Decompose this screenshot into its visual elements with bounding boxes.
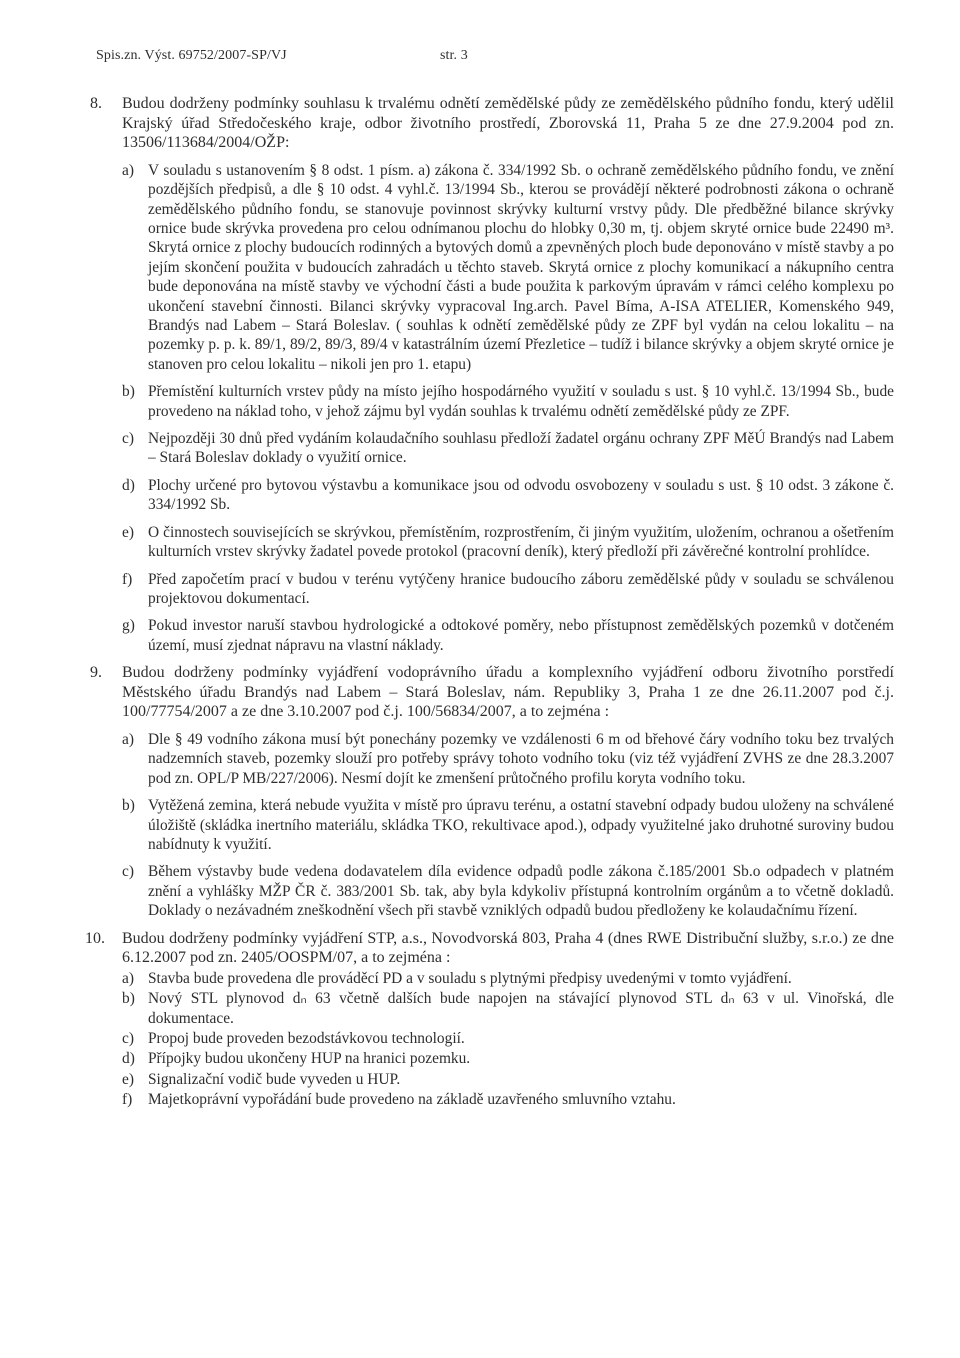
subitem-label: a) bbox=[122, 161, 134, 179]
subitem-e bbox=[122, 1070, 894, 1089]
subitem-a bbox=[122, 969, 894, 988]
subitem-a bbox=[122, 161, 894, 374]
subitem-c bbox=[122, 862, 894, 920]
subitem-d bbox=[122, 476, 894, 515]
document-body bbox=[0, 94, 960, 1110]
item-number: 9. bbox=[90, 664, 102, 682]
subitem-label: d) bbox=[122, 476, 135, 494]
subitem-a bbox=[122, 730, 894, 788]
subitem-f bbox=[122, 570, 894, 609]
page-number: str. 3 bbox=[440, 48, 468, 63]
item-intro: Budou dodrženy podmínky vyjádření STP, a.s., Novodvorská 803, Praha 4 (dnes RWE Distribuční služby, s.r.o.) ze dne 6.12.2007 pod zn. 2405/OOSPM/07, a to zejména : bbox=[122, 929, 894, 967]
subitem-label: c) bbox=[122, 1029, 134, 1047]
subitem-text: Během výstavby bude vedena dodavatelem díla evidence odpadů podle zákona č.185/2001 Sb.o odpadech v platném znění a vyhlášky MŽP ČR č. 383/2001 Sb. tak, aby byla kdykoliv přístupná kontrolním orgánům a to včetně dokladů. Doklady o nezávadném zneškodnění všech při stavbě vzniklých odpadů budou předloženy ke kolaudačnímu řízení. bbox=[148, 863, 894, 920]
subitem-text: Nový STL plynovod dₙ 63 včetně dalších bude napojen na stávající plynovod STL dₙ 63 v ul. Vinořská, dle dokumentace. bbox=[148, 990, 894, 1027]
subitem-c bbox=[122, 429, 894, 468]
condition-item-10 bbox=[85, 929, 894, 1110]
subitem-text: O činnostech souvisejících se skrývkou, přemístěním, rozprostřením, či jiným využitím, uložením, ochranou a ošetřením kulturních vrstev skrývky žadatel povede protokol (pracovní deník), který předloží při závěrečné kontrolní prohlídce. bbox=[148, 523, 894, 561]
subitem-label: d) bbox=[122, 1050, 135, 1068]
subitem-label: e) bbox=[122, 523, 134, 541]
subitem-d bbox=[122, 1049, 894, 1068]
item-intro: Budou dodrženy podmínky vyjádření vodoprávního úřadu a komplexního vyjádření odboru životního porstředí Městského úřadu Brandýs nad Labem – Stará Boleslav, nám. Republiky 3, Praha 1 ze dne 26.11.2007 pod č.j. 100/77754/2007 a ze dne 3.10.2007 pod č.j. 100/56834/2007, a to zejména : bbox=[122, 664, 894, 721]
subitem-label: b) bbox=[122, 990, 135, 1008]
subitem-text: Propoj bude proveden bezodstávkovou technologií. bbox=[148, 1029, 465, 1047]
subitem-text: Přípojky budou ukončeny HUP na hranici pozemku. bbox=[148, 1050, 471, 1068]
condition-item-8 bbox=[90, 94, 894, 655]
subitem-text: Signalizační vodič bude vyveden u HUP. bbox=[148, 1070, 401, 1088]
subitem-text: Stavba bude provedena dle prováděcí PD a v souladu s plytnými předpisy uvedenými v tomto vyjádření. bbox=[148, 969, 792, 987]
subitem-text: Majetkoprávní vypořádání bude provedeno na základě uzavřeného smluvního vztahu. bbox=[148, 1091, 676, 1109]
item-number: 10. bbox=[85, 929, 105, 947]
subitem-label: g) bbox=[122, 617, 135, 635]
subitem-b bbox=[122, 382, 894, 421]
subitem-label: a) bbox=[122, 730, 134, 748]
file-reference: Spis.zn. Výst. 69752/2007-SP/VJ bbox=[96, 48, 287, 63]
subitem-text: Plochy určené pro bytovou výstavbu a komunikace jsou od odvodu osvobozeny v souladu s ust. § 10 odst. 3 zákone č. 334/1992 Sb. bbox=[148, 476, 894, 514]
item-intro: Budou dodrženy podmínky souhlasu k trvalému odnětí zemědělské půdy ze zemědělského půdního fondu, který udělil Krajský úřad Středočeského kraje, odbor životního prostředí, Zborovská 11, Praha 5 ze dne 27.9.2004 pod zn. 13506/113684/2004/OŽP: bbox=[122, 95, 894, 152]
subitem-text: Před započetím prací v budou v terénu vytýčeny hranice budoucího záboru zemědělské půdy v souladu se schválenou projektovou dokumentací. bbox=[148, 570, 894, 607]
subitem-g bbox=[122, 616, 894, 655]
subitem-text: Pokud investor naruší stavbou hydrologické a odtokové poměry, nebo přístupnost zemědělských pozemků v dotčeném území, musí zjednat nápravu na vlastní náklady. bbox=[148, 617, 894, 654]
subitem-label: c) bbox=[122, 430, 134, 448]
subitem-text: V souladu s ustanovením § 8 odst. 1 písm. a) zákona č. 334/1992 Sb. o ochraně zemědělského půdního fondu, ve znění pozdějších předpisů, a dle § 10 odst. 4 vyhl.č. 13/1994 Sb., kterou se provádějí některé podrobnosti zákona o ochraně zemědělského půdního fondu, se stanovuje povinnost skrývky kulturní vrstvy půdy. Dle předběžné bilance skrývky ornice bude skrývka provedena pro celou odnímanou plochu do hlobky 0,30 m, tj. objem skryté ornice bude 22490 m³. Skrytá ornice z plochy budoucích rodinných a bytových domů a zpevněných ploch bude deponováno v místě stavby a po jejím skončení použita v budoucích zahradách u těchto staveb. Skrytá ornice z plochy komunikací a nákupního centra bude deponována na místě stavby ve východní části a bude použita k parkovým úpravám v rámci celého komplexu po ukončení stavební činnosti. Bilanci skrývky vypracoval Ing.arch. Pavel Bíma, A-ISA ATELIER, Komenského 949, Brandýs nad Labem – Stará Boleslav. ( souhlas k odnětí zemědělské půdy ze ZPF byl vydán na celou lokalitu – na pozemky p. p. k. 89/1, 89/2, 89/3, 89/4 v katastrálním území Přezletice – tudíž i bilance skrývky a objem skryté ornice je stanoven pro celou lokalitu – nikoli jen pro 1. etapu) bbox=[148, 161, 894, 373]
subitem-text: Dle § 49 vodního zákona musí být ponechány pozemky ve vzdálenosti 6 m od břehové čáry vodního toku bez trvalých nadzemních staveb, pozemky slouží pro potřeby správy tohoto vodního toku (viz též vyjádření ZVHS ze dne 28.3.2007 pod zn. OPL/P MB/227/2006). Nesmí dojít ke zmenšení průtočného profilu koryta vodního toku. bbox=[148, 730, 894, 787]
subitem-label: e) bbox=[122, 1070, 134, 1088]
subitem-text: Přemístění kulturních vrstev půdy na místo jejího hospodárného využití v souladu s ust. § 10 vyhl.č. 13/1994 Sb., bude provedeno na náklad toho, v jehož zájmu byl vydán souhlas k trvalému odnětí zemědělské půdy ze ZPF. bbox=[148, 383, 894, 420]
subitem-label: c) bbox=[122, 863, 134, 881]
subitem-text: Vytěžená zemina, která nebude využita v místě pro úpravu terénu, a ostatní stavební odpady budou uloženy na schválené úložiště (skládka inertního materiálu, skládka TKO, rekultivace apod.), odpady využitelné jako druhotné suroviny budou nabídnuty k využití. bbox=[148, 797, 894, 853]
subitem-text: Nejpozději 30 dnů před vydáním kolaudačního souhlasu předloží žadatel orgánu ochrany ZPF MěÚ Brandýs nad Labem – Stará Boleslav doklady o využití ornice. bbox=[148, 430, 894, 467]
subitem-label: b) bbox=[122, 383, 135, 401]
subitem-e bbox=[122, 523, 894, 562]
subitem-label: f) bbox=[122, 570, 133, 588]
condition-item-9 bbox=[90, 663, 894, 920]
subitem-b bbox=[122, 989, 894, 1028]
item-number: 8. bbox=[90, 95, 102, 112]
subitem-b bbox=[122, 796, 894, 854]
subitem-label: b) bbox=[122, 797, 135, 815]
subitem-label: f) bbox=[122, 1091, 133, 1109]
subitem-f bbox=[122, 1090, 894, 1109]
subitem-label: a) bbox=[122, 969, 134, 987]
subitem-c bbox=[122, 1029, 894, 1048]
